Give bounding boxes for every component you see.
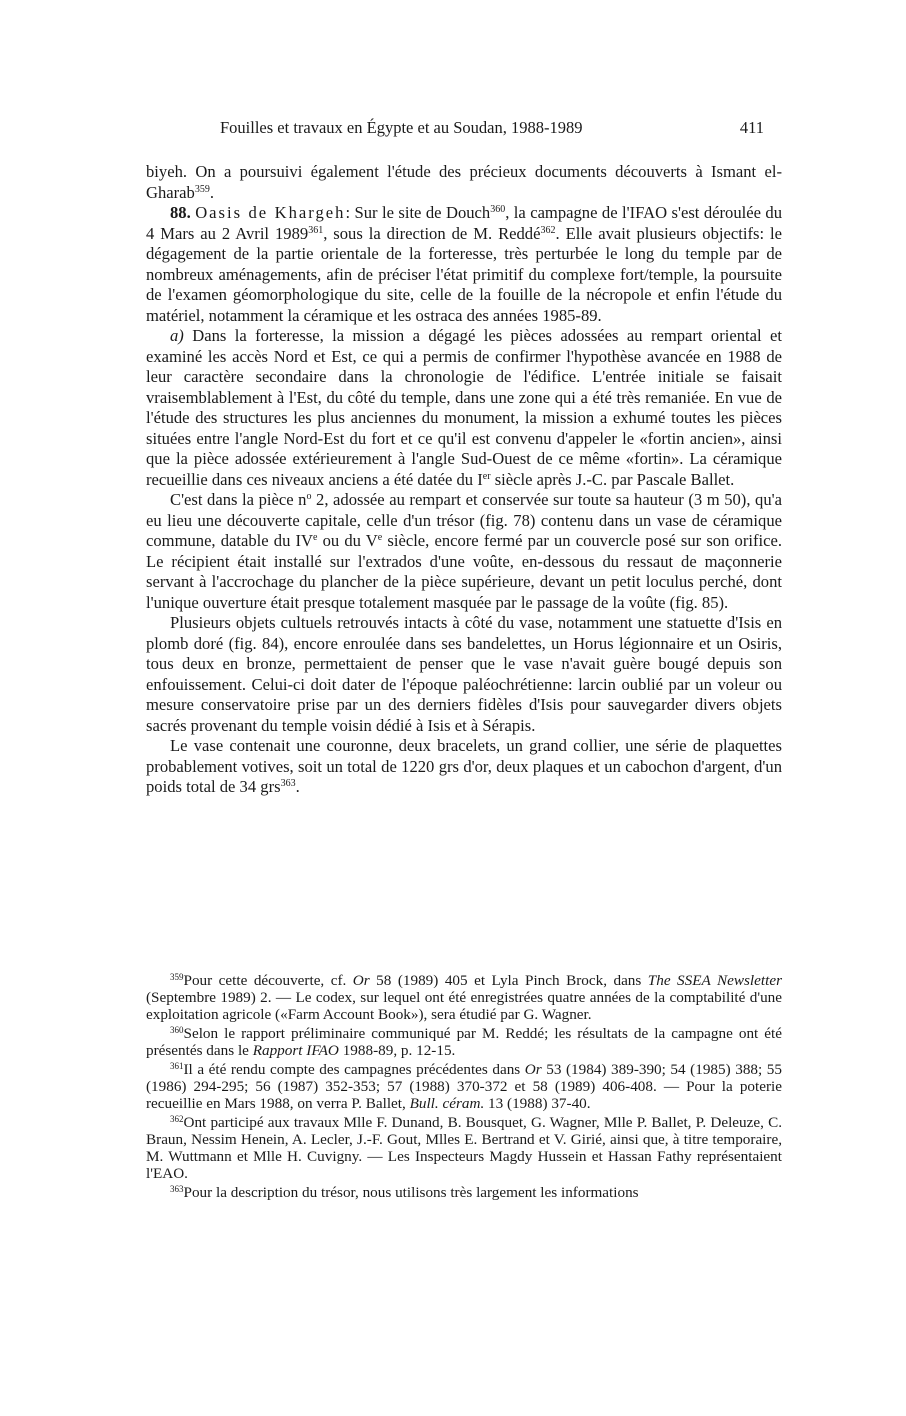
- footnote-number: 360: [170, 1025, 184, 1035]
- paragraph-a-sup: er: [482, 470, 491, 482]
- paragraph-1: [146, 162, 782, 203]
- paragraph-4-text-b: 2, adossée au rempart et conservée sur toute sa hauteur (3 m 50), qu'a eu lieu une découverte capitale, celle d'un trésor (fig. 78) contenu dans un vase de céramique commune, datable du IV: [146, 490, 782, 550]
- page-number: 411: [739, 118, 764, 137]
- footnote-number: 362: [170, 1114, 184, 1124]
- paragraph-a-label: a): [170, 326, 184, 345]
- footnote-text: 53 (1984) 389-390; 54 (1985) 388; 55 (1986) 294-295; 56 (1987) 352-353; 57 (1988) 370-372 et 58 (1989) 406-408. — Pour la poterie recueillie en Mars 1988, on verra P. Ballet,: [146, 1061, 782, 1112]
- paragraph-4-text-a: C'est dans la pièce n: [170, 490, 307, 509]
- footnote-text: (Septembre 1989) 2. — Le codex, sur lequel ont été enregistrées quatre années de la comptabilité d'une exploitation agricole («Farm Account Book»), sera étudié par G. Wagner.: [146, 989, 782, 1023]
- paragraph-88-text-b: , la campagne de l'IFAO s'est déroulée du 4 Mars au 2 Avril 1989: [146, 203, 782, 243]
- footnote-363: [146, 1184, 782, 1201]
- paragraph-4: [146, 490, 782, 613]
- note-ref-362[interactable]: 362: [540, 224, 556, 236]
- section-heading: Oasis de Khargeh: [195, 203, 346, 222]
- footnote-text: Selon le rapport préliminaire communiqué par M. Reddé; les résultats de la campagne ont été présentés dans le: [146, 1025, 782, 1059]
- footnote-text: 58 (1989) 405 et Lyla Pinch Brock, dans: [369, 972, 648, 989]
- footnote-text: Pour cette découverte, cf.: [183, 972, 353, 989]
- paragraph-6-end: .: [295, 777, 300, 796]
- paragraph-1-text: biyeh. On a poursuivi également l'étude des précieux documents découverts à Ismant el-Gharab: [146, 162, 782, 202]
- footnote-italic: Bull. céram.: [409, 1095, 485, 1112]
- paragraph-88: [146, 203, 782, 326]
- note-ref-361[interactable]: 361: [308, 224, 324, 236]
- footnote-italic: The SSEA Newsletter: [647, 972, 782, 989]
- paragraph-6-text: Le vase contenait une couronne, deux bracelets, un grand collier, une série de plaquettes probablement votives, soit un total de 1220 grs d'or, deux plaques et un cabochon d'argent, d'un poids total de 34 grs: [146, 736, 782, 796]
- note-ref-359[interactable]: 359: [194, 183, 210, 195]
- footnote-text: Il a été rendu compte des campagnes précédentes dans: [183, 1061, 525, 1078]
- paragraph-4-sup-2: e: [313, 532, 318, 543]
- footnote-text: 13 (1988) 37-40.: [484, 1095, 591, 1112]
- paragraph-a-text-b: siècle après J.-C. par Pascale Ballet.: [490, 469, 735, 489]
- footnote-text: Ont participé aux travaux Mlle F. Dunand, B. Bousquet, G. Wagner, Mlle P. Ballet, P. Deleuze, C. Braun, Nessim Henein, A. Lecler, J.-F. Gout, Mlles E. Bertrand et V. Girié, ainsi que, à titre temporaire, M. Wuttmann et Mlle H. Cuvigny. — Les Inspecteurs Magdy Hussein et Hassan Fathy représentaient l'EAO.: [146, 1114, 782, 1182]
- footnote-number: 363: [170, 1184, 184, 1194]
- footnote-text: 1988-89, p. 12-15.: [338, 1042, 456, 1059]
- note-ref-360[interactable]: 360: [490, 204, 506, 215]
- paragraph-1-end: .: [209, 182, 214, 202]
- paragraph-4-text-c: ou du V: [317, 531, 378, 550]
- main-text: [146, 162, 782, 798]
- running-header: [146, 118, 782, 142]
- paragraph-a-text-a: Dans la forteresse, la mission a dégagé les pièces adossées au rempart oriental et examiné les accès Nord et Est, ce qui a permis de confirmer l'hypothèse avancée en 1988 de leur caractère secondaire dans la chronologie de l'édifice. L'entrée initiale se faisait vraisemblablement à l'Est, du côté du temple, dans une zone qui a été très remaniée. En vue de l'étude des structures les plus anciennes du monument, la mission a exhumé toutes les pièces situées entre l'angle Nord-Est du fort et ce qu'il est convenu d'appeler le «fortin ancien», ainsi que la pièce adossée extérieurement à l'angle Sud-Ouest de ce même «fortin». La céramique recueillie dans ces niveaux anciens a été datée du I: [146, 326, 782, 489]
- footnote-text: Pour la description du trésor, nous utilisons très largement les informations: [183, 1184, 639, 1201]
- paragraph-a: [146, 326, 782, 490]
- footnote-360: [146, 1025, 782, 1059]
- footnote-italic: Rapport IFAO: [252, 1042, 339, 1059]
- paragraph-4-sup-1: o: [306, 491, 312, 502]
- footnote-362: [146, 1114, 782, 1182]
- footnote-number: 361: [170, 1061, 184, 1071]
- paragraph-88-text-c: , sous la direction de M. Reddé: [323, 223, 541, 243]
- footnote-number: 359: [170, 972, 184, 982]
- paragraph-4-text-d: siècle, encore fermé par un couvercle posé sur son orifice. Le récipient était installé sur l'extrados d'une voûte, en-dessous du ressaut de maçonnerie servant à l'accrochage du plancher de la pièce supérieure, devant un petit loculus perché, dont l'unique ouverture était presque totalement masquée par le passage de la voûte (fig. 85).: [146, 531, 782, 612]
- paragraph-88-text-a: : Sur le site de Douch: [345, 203, 491, 222]
- footnote-italic: Or: [524, 1061, 542, 1078]
- note-ref-363[interactable]: 363: [280, 778, 296, 789]
- footnotes: [146, 972, 782, 1203]
- paragraph-88-text-d: . Elle avait plusieurs objectifs: le dégagement de la partie orientale de la forteresse, très perturbée le long du temple par de nombreux aménagements, afin de préciser l'état primitif du complexe fort/temple, la poursuite de l'examen géomorphologique du site, celle de la fouille de la nécropole et enfin l'étude du matériel, notamment la céramique et les ostraca des années 1985-89.: [146, 223, 782, 325]
- footnote-359: [146, 972, 782, 1023]
- section-number: 88.: [170, 203, 191, 222]
- paragraph-5: [146, 613, 782, 736]
- footnote-italic: Or: [352, 972, 370, 989]
- paragraph-4-sup-3: e: [377, 532, 383, 543]
- paragraph-6: [146, 736, 782, 798]
- footnote-361: [146, 1061, 782, 1112]
- running-title: Fouilles et travaux en Égypte et au Soudan, 1988-1989: [220, 118, 583, 137]
- paragraph-5-text: Plusieurs objets cultuels retrouvés intacts à côté du vase, notamment une statuette d'Isis en plomb doré (fig. 84), encore enroulée dans ses bandelettes, un Horus légionnaire et un Osiris, tous deux en bronze, permettaient de penser que le vase n'avait guère bougé depuis son enfouissement. Celui-ci doit dater de l'époque paléochrétienne: larcin oublié par un voleur ou mesure conservatoire prise par un des derniers fidèles d'Isis pour sauvegarder divers objets sacrés provenant du temple voisin dédié à Isis et à Sérapis.: [146, 613, 782, 735]
